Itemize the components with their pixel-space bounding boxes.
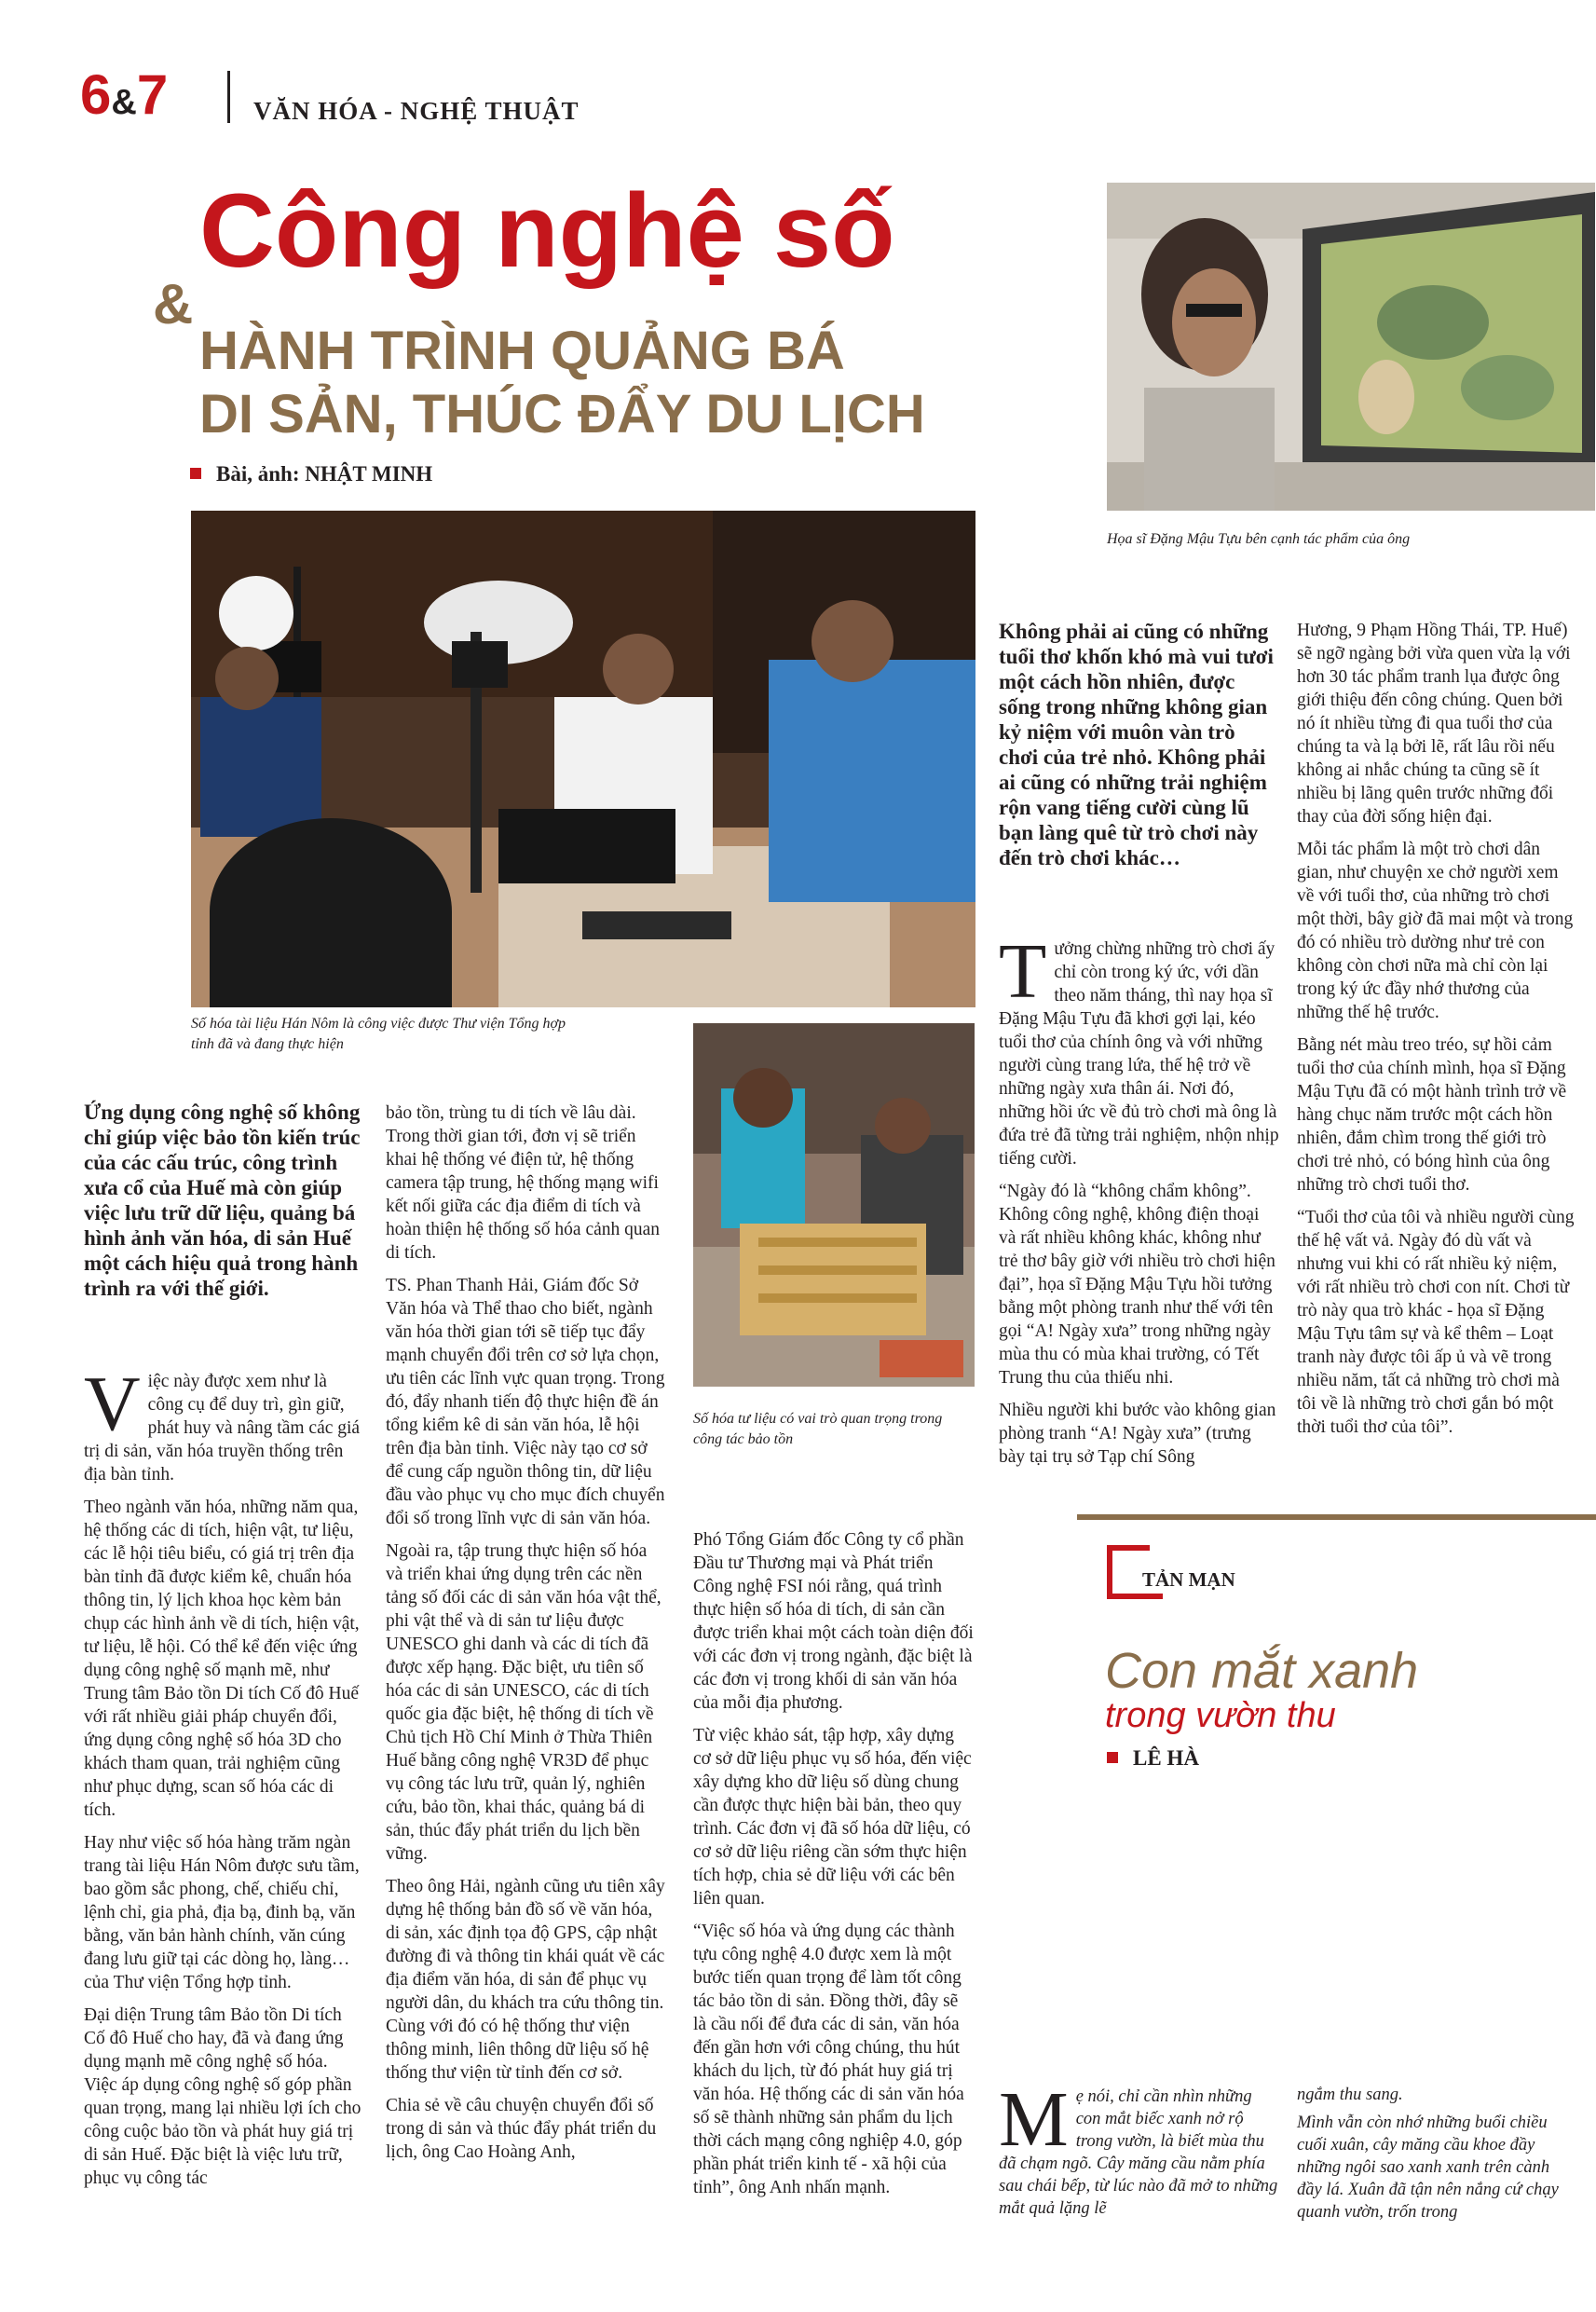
paragraph: Theo ông Hải, ngành cũng ưu tiên xây dựng hệ thống bản đồ số về văn hóa, di sản, xác định tọa độ GPS, cập nhật đường đi và thông tin khái quát về các địa điểm văn hóa, di sản để phục vụ người dân, du khách tra cứu thông tin. Cùng với đó có hệ thống thư viện thông minh, liên thông dữ liệu số hệ thống thư viện từ tỉnh đến cơ sở. <box>386 1877 665 2083</box>
paragraph: Mỗi tác phẩm là một trò chơi dân gian, như chuyện xe chở người xem về với tuổi thơ, của những trò chơi một thời, bây giờ đã mai một và trong đó có nhiều trò dường như trẻ con không còn chơi nữa mà chỉ còn lại trong ký ức đầy nhớ thương của những thế hệ trước. <box>1297 840 1574 1022</box>
paragraph: “Ngày đó là “không chẩm không”. Không công nghệ, không điện thoại và rất nhiều không khác, không như trẻ thơ bây giờ với nhiều trò chơi hiện đại”, họa sĩ Đặng Mậu Tựu hồi tưởng bằng một phòng tranh như thế với tên gọi “A! Ngày xưa” trong những ngày mùa thu có mùa khai trường, có Tết Trung thu của thiếu nhi. <box>999 1182 1275 1388</box>
dropcap: M <box>999 2076 1069 2163</box>
paragraph: “Tuổi thơ của tôi và nhiều người cùng thế hệ vất vả. Ngày đó dù vất và nhưng vui khi có rất nhiều kỷ niệm, với rất nhiều trò chơi con nít. Chơi từ trò này qua trò khác - họa sĩ Đặng Mậu Tựu tâm sự và kể thêm – Loạt tranh này được tôi ấp ủ và vẽ trong nhiều năm, tất cả những trò chơi mà tôi về là những trò chơi gắn bó một thời tuổi thơ của tôi”. <box>1297 1208 1575 1437</box>
paragraph: Ngoài ra, tập trung thực hiện số hóa và triển khai ứng dụng trên các nền tảng số đối các di sản văn hóa vật thể, phi vật thể và di sản tư liệu được UNESCO ghi danh và các di tích đã được xếp hạng. Đặc biệt, ưu tiên số hóa các di sản UNESCO, các di tích quốc gia đặc biệt, hệ thống di tích về Chủ tịch Hồ Chí Minh ở Thừa Thiên Huế bằng công nghệ VR3D để phục vụ công tác lưu trữ, quản lý, nghiên cứu, bảo tồn, khai thác, quảng bá di sản, thúc đẩy phát triển du lịch bền vững. <box>386 1541 662 1864</box>
sidebar-column-1 <box>999 928 1280 1478</box>
paragraph: Hương, 9 Phạm Hồng Thái, TP. Huế) sẽ ngỡ ngàng bởi vừa quen vừa lạ với hơn 30 tác phẩm tranh lụa được ông giới thiệu đến công chúng. Quen bởi nó ít nhiều từng đi qua tuổi thơ của chúng ta và lạ bởi lẽ, rất lâu rồi nếu không ai nhắc chúng ta cũng sẽ ít nhiều bị lãng quên trước những đổi thay của đời sống hiện đại. <box>1297 621 1571 827</box>
article-column-1 <box>84 1361 363 2199</box>
page-left: 6 <box>80 63 112 126</box>
dropcap: V <box>84 1361 141 1447</box>
paragraph: Theo ngành văn hóa, những năm qua, hệ thống các di tích, hiện vật, tư liệu, các lễ hội tiêu biểu, có giá trị trên địa bàn tỉnh đã được kiểm kê, chuẩn hóa thông tin, lý lịch khoa học kèm bản chụp các hình ảnh về di tích, hiện vật, tư liệu, lễ hội. Có thể kể đến việc ứng dụng công nghệ số mạnh mẽ, như Trung tâm Bảo tồn Di tích Cố đô Huế với rất nhiều giải pháp chuyển đổi, ứng dụng công nghệ số hóa 3D cho khách tham quan, trải nghiệm cũng như phục dựng, scan số hóa các di tích. <box>84 1498 360 1820</box>
title-ampersand: & <box>153 273 194 335</box>
paragraph: “Việc số hóa và ứng dụng các thành tựu công nghệ 4.0 được xem là một bước tiến quan trọng để làm tốt công tác bảo tồn di sản. Đồng thời, đây sẽ là cầu nối để đưa các di sản, văn hóa đến gần hơn với công chúng, thu hút khách du lịch, từ đó phát huy giá trị văn hóa. Hệ thống các di sản văn hóa số sẽ thành những sản phẩm du lịch thời cách mạng công nghiệp 4.0, góp phần phát triển kinh tế - xã hội của tỉnh”, ông Anh nhấn mạnh. <box>693 1922 964 2197</box>
article-lead: Ứng dụng công nghệ số không chỉ giúp việc bảo tồn kiến trúc của các cấu trúc, công trình xưa cổ của Huế mà còn giúp việc lưu trữ dữ liệu, quảng bá hình ảnh văn hóa, di sản Huế một cách hiệu quả trong hành trình ra với thế giới. <box>84 1101 361 1300</box>
scroll-photo <box>693 1023 975 1387</box>
paragraph: Hay như việc số hóa hàng trăm ngàn trang tài liệu Hán Nôm được sưu tầm, bao gồm sắc phong, chế, chiếu chỉ, lệnh chỉ, gia phả, địa bạ, đinh bạ, văn bằng, văn bản hành chính, văn cúng đang lưu giữ tại các dòng họ, làng… của Thư viện Tổng hợp tỉnh. <box>84 1833 360 1992</box>
artist-with-painting-image <box>1107 183 1595 511</box>
artist-photo-caption: Họa sĩ Đặng Mậu Tựu bên cạnh tác phẩm của ông <box>1107 531 1411 547</box>
article-column-3 <box>693 1528 975 2209</box>
tan-man-column-1 <box>999 2076 1278 2220</box>
paragraph <box>999 928 1280 1170</box>
article-subtitle-line2: DI SẢN, THÚC ĐẨY DU LỊCH <box>199 384 925 445</box>
dropcap: T <box>999 928 1047 1015</box>
tan-man-title: Con mắt xanh <box>1105 1643 1419 1699</box>
tan-man-frame-top <box>1107 1545 1150 1551</box>
artist-photo <box>1107 183 1595 511</box>
paragraph <box>84 1361 363 1486</box>
page-amp: & <box>111 83 137 122</box>
paragraph: Nhiều người khi bước vào không gian phòng tranh “A! Ngày xưa” (trưng bày tại trụ sở Tạp chí Sông <box>999 1401 1276 1467</box>
paragraph <box>999 2076 1278 2220</box>
scroll-photo-caption: Số hóa tư liệu có vai trò quan trọng trong công tác bảo tồn <box>693 1411 943 1447</box>
tan-man-frame-icon <box>1107 1545 1112 1599</box>
paragraph: Bằng nét màu treo tréo, sự hồi cảm tuổi thơ của chính mình, họa sĩ Đặng Mậu Tựu đã có một hành trình trở về hàng chục năm trước một cách hồn nhiên, đắm chìm trong thế giới trò chơi trẻ nhỏ, có bóng hình của ông những trò chơi tuổi thơ. <box>1297 1035 1567 1195</box>
scroll-handling-image <box>693 1023 975 1387</box>
article-subtitle-line1: HÀNH TRÌNH QUẢNG BÁ <box>199 321 845 381</box>
article-column-2 <box>386 1101 667 2173</box>
main-photo-caption: Số hóa tài liệu Hán Nôm là công việc được Thư viện Tổng hợp tỉnh đã và đang thực hiện <box>191 1016 566 1052</box>
page-right: 7 <box>136 63 169 126</box>
tan-man-column-2 <box>1297 2084 1576 2223</box>
paragraph: Phó Tổng Giám đốc Công ty cổ phần Đầu tư Thương mại và Phát triển Công nghệ FSI nói rằng, quá trình thực hiện số hóa di tích, di sản cần được triển khai một cách toàn diện đối với các đơn vị trong ngành, đặc biệt là các đơn vị trong khối di sản văn hóa của mỗi địa phương. <box>693 1530 974 1713</box>
sidebar-lead: Không phải ai cũng có những tuổi thơ khốn khó mà vui tươi một cách hồn nhiên, được sống trong những không gian kỷ niệm với muôn vàn trò chơi của trẻ nhỏ. Không phải ai cũng có những trải nghiệm rộn vang tiếng cười cùng lũ bạn làng quê từ trò chơi này đến trò chơi khác… <box>999 620 1274 869</box>
tan-man-subtitle: trong vườn thu <box>1105 1696 1336 1735</box>
page-number <box>80 63 169 130</box>
paragraph: Đại diện Trung tâm Bảo tồn Di tích Cố đô Huế cho hay, đã và đang ứng dụng mạnh mẽ công nghệ số hóa. Việc áp dụng công nghệ số góp phần quan trọng, mang lại nhiều lợi ích cho công cuộc bảo tồn và phát huy giá trị di sản Huế. Đặc biệt là việc lưu trữ, phục vụ công tác <box>84 2005 361 2188</box>
section-divider <box>1077 1514 1596 1520</box>
bullet-square-icon <box>1107 1752 1118 1763</box>
paragraph: Từ việc khảo sát, tập hợp, xây dựng cơ sở dữ liệu phục vụ số hóa, đến việc xây dựng kho dữ liệu số dùng chung cần được thực hiện bài bản, theo quy trình. Các đơn vị đã số hóa dữ liệu, có cơ sở dữ liệu riêng cần sớm thực hiện tích hợp, chia sẻ dữ liệu với các bên liên quan. <box>693 1726 972 1908</box>
article-title: Công nghệ số <box>199 172 895 289</box>
byline <box>190 462 432 486</box>
paragraph-text: iệc này được xem như là công cụ để duy trì, gìn giữ, phát huy và nâng tầm các giá trị di sản, văn hóa truyền thống trên địa bàn tỉnh. <box>84 1372 361 1484</box>
tan-man-label: TẢN MẠN <box>1142 1568 1235 1591</box>
digitizing-scene-image <box>191 511 975 1007</box>
paragraph-text: ẹ nói, chỉ cần nhìn những con mắt biếc xanh nở rộ trong vườn, là biết mùa thu đã chạm ngõ. Cây măng cầu nằm phía sau chái bếp, từ lúc nào đã mở to những mắt quả lặng lẽ <box>999 2087 1278 2218</box>
paragraph-text: ưởng chừng những trò chơi ấy chỉ còn trong ký ức, với dần theo năm tháng, thì nay họa sĩ Đặng Mậu Tựu đã khơi gợi lại, kéo tuổi thơ của chính ông và với những người cùng trang lứa, thế hệ trở về những ngày xưa thân ái. Nơi đó, những hồi ức về đủ trò chơi mà ông là đứa trẻ đã từng trải nghiệm, nhộn nhịp tiếng cười. <box>999 939 1279 1169</box>
main-photo <box>191 511 975 1007</box>
header-divider <box>227 71 230 123</box>
paragraph: TS. Phan Thanh Hải, Giám đốc Sở Văn hóa và Thể thao cho biết, ngành văn hóa thời gian tới sẽ tiếp tục đẩy mạnh chuyển đổi trên cơ sở lựa chọn, ưu tiên các lĩnh vực quan trọng. Trong đó, đẩy nhanh tiến độ thực hiện đề án tổng kiểm kê di sản văn hóa, lễ hội trên địa bàn tỉnh. Việc này tạo cơ sở để cung cấp nguồn thông tin, dữ liệu đầu vào phục vụ cho mục đích chuyển đổi số trong lĩnh vực di sản văn hóa. <box>386 1276 665 1528</box>
author-text: LÊ HÀ <box>1133 1746 1199 1770</box>
tan-man-author <box>1107 1746 1199 1771</box>
sidebar-column-2 <box>1297 619 1576 1448</box>
paragraph: bảo tồn, trùng tu di tích về lâu dài. Trong thời gian tới, đơn vị sẽ triển khai hệ thống vé điện tử, hệ thống camera tập trung, hệ thống mạng wifi kết nối giữa các địa điểm di tích và hoàn thiện hệ thống số hóa cảnh quan di tích. <box>386 1103 661 1263</box>
paragraph: Chia sẻ về câu chuyện chuyển đổi số trong di sản và thúc đẩy phát triển du lịch, ông Cao Hoàng Anh, <box>386 2096 657 2162</box>
paragraph: ngắm thu sang. <box>1297 2086 1403 2104</box>
bullet-square-icon <box>190 468 201 479</box>
paragraph: Mình vẫn còn nhớ những buổi chiều cuối xuân, cây măng cầu khoe đầy những ngôi sao xanh xanh trên cành đầy lá. Xuân đã tận nên nắng cứ chạy quanh vườn, trốn trong <box>1297 2114 1559 2222</box>
byline-text: Bài, ảnh: NHẬT MINH <box>216 462 433 486</box>
tan-man-frame-bottom <box>1107 1594 1163 1599</box>
section-label: VĂN HÓA - NGHỆ THUẬT <box>253 97 580 125</box>
